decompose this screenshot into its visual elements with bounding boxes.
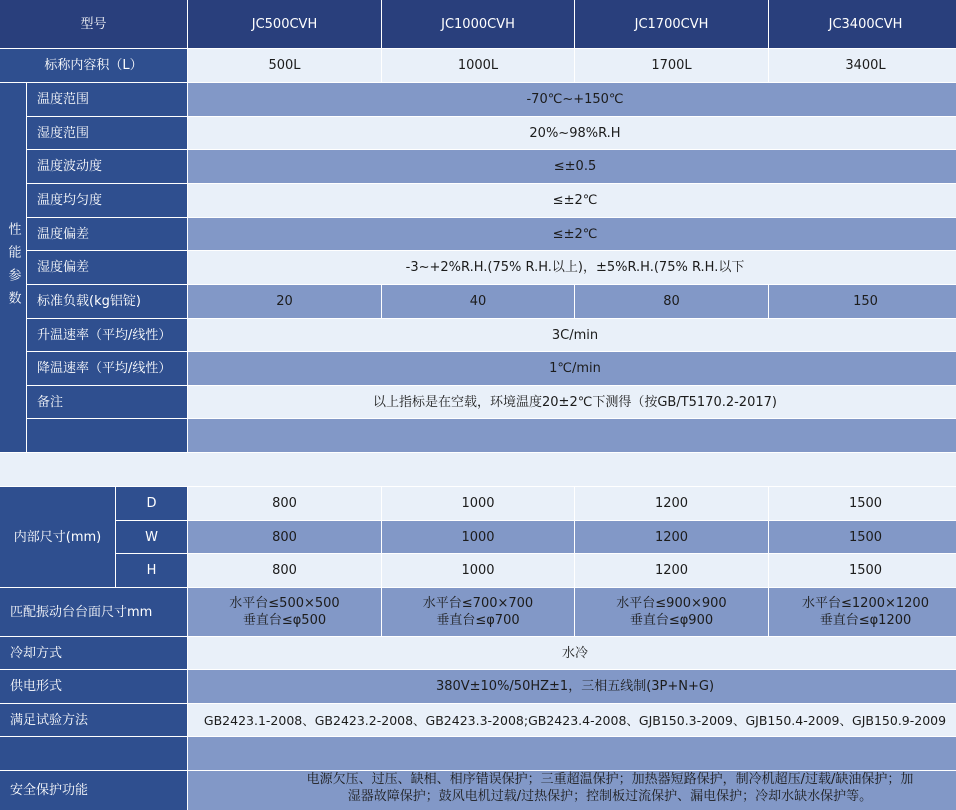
- dim-value: 1200: [575, 487, 768, 520]
- row-value: 20%~98%R.H: [188, 117, 956, 149]
- dim-value: 800: [188, 521, 381, 553]
- row-label: 湿度范围: [27, 117, 187, 149]
- vibration-horizontal: 水平台≤700×700: [422, 596, 534, 611]
- model-name: JC500CVH: [188, 0, 381, 48]
- vibration-value: [575, 588, 768, 636]
- row-value: -3~+2%R.H.(75% R.H.以上)，±5%R.H.(75% R.H.以下: [188, 251, 956, 284]
- cool-rate-value: 1℃/min: [188, 352, 956, 385]
- volume-value: 1000L: [382, 49, 574, 82]
- volume-label: 标称内容积（L）: [0, 49, 187, 82]
- cooling-value: 水冷: [188, 637, 956, 669]
- safety-value: [188, 771, 956, 810]
- safety-label: 安全保护功能: [0, 771, 187, 810]
- load-value: 40: [382, 285, 574, 318]
- inner-size-label: 内部尺寸(mm): [0, 487, 115, 587]
- vibration-label: 匹配振动台台面尺寸mm: [0, 588, 187, 636]
- blank-label: [27, 419, 187, 452]
- vibration-vertical: 垂直台≤φ1200: [819, 613, 912, 628]
- vibration-vertical: 垂直台≤φ900: [629, 613, 714, 628]
- cool-rate-label: 降温速率（平均/线性）: [27, 352, 187, 385]
- volume-value: 3400L: [769, 49, 956, 82]
- dim-value: 1200: [575, 554, 768, 587]
- vibration-horizontal: 水平台≤900×900: [616, 596, 727, 611]
- heat-rate-value: 3C/min: [188, 319, 956, 351]
- row-label: 温度均匀度: [27, 184, 187, 217]
- dim-value: 1000: [382, 554, 574, 587]
- dim-value: 1000: [382, 487, 574, 520]
- row-value: ≤±2℃: [188, 184, 956, 217]
- row-label: 湿度偏差: [27, 251, 187, 284]
- note-label: 备注: [27, 386, 187, 418]
- dim-value: 1200: [575, 521, 768, 553]
- row-value: -70℃~+150℃: [188, 83, 956, 116]
- dim-value: 800: [188, 554, 381, 587]
- safety-line-1: 电源欠压、过压、缺相、相序错误保护；三重超温保护；加热器短路保护，制冷机超压/过载/缺油保护；加: [306, 772, 914, 787]
- standards-label: 满足试验方法: [0, 704, 187, 736]
- model-name: JC1700CVH: [575, 0, 768, 48]
- dim-axis: D: [116, 487, 187, 520]
- vibration-vertical: 垂直台≤φ500: [242, 613, 327, 628]
- model-name: JC3400CVH: [769, 0, 956, 48]
- dim-value: 1500: [769, 487, 956, 520]
- load-value: 20: [188, 285, 381, 318]
- dim-value: 800: [188, 487, 381, 520]
- load-label: 标准负载(kg铝锭): [27, 285, 187, 318]
- load-value: 80: [575, 285, 768, 318]
- model-header-label: 型号: [0, 0, 187, 48]
- dim-value: 1500: [769, 521, 956, 553]
- row-value: ≤±0.5: [188, 150, 956, 183]
- vibration-horizontal: 水平台≤1200×1200: [802, 596, 929, 611]
- cooling-label: 冷却方式: [0, 637, 187, 669]
- note-value: 以上指标是在空载，环境温度20±2℃下测得（按GB/T5170.2-2017): [188, 386, 956, 418]
- dim-axis: H: [116, 554, 187, 587]
- row-label: 温度范围: [27, 83, 187, 116]
- power-value: 380V±10%/50HZ±1，三相五线制(3P+N+G): [188, 670, 956, 703]
- row-label: 温度偏差: [27, 218, 187, 250]
- performance-group-label: [0, 83, 26, 452]
- model-name: JC1000CVH: [382, 0, 574, 48]
- spacer-label: [0, 737, 187, 770]
- standards-value: GB2423.1-2008、GB2423.2-2008、GB2423.3-2008;GB2423.4-2008、GJB150.3-2009、GJB150.4-2009、GJB150.9-2009: [188, 704, 956, 736]
- row-value: ≤±2℃: [188, 218, 956, 250]
- load-value: 150: [769, 285, 956, 318]
- vibration-vertical: 垂直台≤φ700: [436, 613, 520, 628]
- safety-line-2: 湿器故障保护；鼓风电机过载/过热保护；控制板过流保护、漏电保护；冷却水缺水保护等。: [347, 789, 873, 804]
- spacer-value: [188, 737, 956, 770]
- dim-value: 1000: [382, 521, 574, 553]
- power-label: 供电形式: [0, 670, 187, 703]
- volume-value: 1700L: [575, 49, 768, 82]
- section-divider: [0, 453, 956, 486]
- heat-rate-label: 升温速率（平均/线性）: [27, 319, 187, 351]
- volume-value: 500L: [188, 49, 381, 82]
- vibration-value: [382, 588, 574, 636]
- dim-value: 1500: [769, 554, 956, 587]
- dim-axis: W: [116, 521, 187, 553]
- blank-value: [188, 419, 956, 452]
- row-label: 温度波动度: [27, 150, 187, 183]
- performance-group-text: 性能参数: [5, 221, 21, 314]
- vibration-value: [769, 588, 956, 636]
- vibration-value: [188, 588, 381, 636]
- vibration-horizontal: 水平台≤500×500: [229, 596, 340, 611]
